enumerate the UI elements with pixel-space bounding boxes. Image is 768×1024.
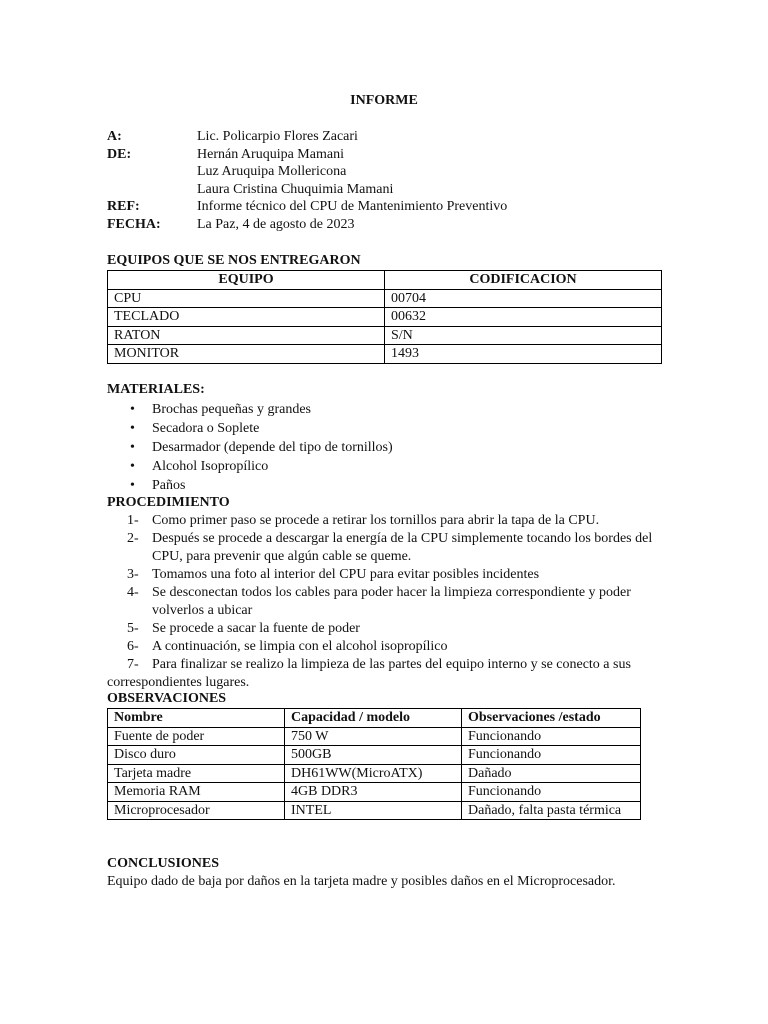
equipos-table	[107, 270, 662, 364]
table-header-cell: EQUIPO	[108, 271, 385, 290]
materiales-title: MATERIALES:	[107, 382, 205, 397]
list-item: • Desarmador (depende del tipo de tornillos)	[152, 438, 672, 457]
header-value: Lic. Policarpio Flores Zacari	[197, 129, 358, 144]
table-cell: Disco duro	[108, 746, 285, 765]
table-cell: CPU	[108, 289, 385, 308]
materiales-list	[152, 400, 672, 495]
table-row	[108, 308, 662, 327]
table-header-row	[108, 271, 662, 290]
table-header-row	[108, 709, 641, 728]
table-header-cell: Observaciones /estado	[462, 709, 641, 728]
list-item: • Secadora o Soplete	[152, 419, 672, 438]
header-label: DE:	[107, 146, 132, 162]
table-cell: Microprocesador	[108, 801, 285, 820]
list-item	[107, 584, 667, 620]
step-text: Para finalizar se realizo la limpieza de las partes del equipo interno y se conecto a sus correspondientes lugares.	[107, 657, 631, 690]
step-number: 6-	[127, 639, 139, 654]
document-title: INFORME	[350, 93, 418, 108]
table-cell: RATON	[108, 326, 385, 345]
header-row-date	[107, 216, 667, 234]
memo-header	[107, 128, 667, 233]
step-text: Como primer paso se procede a retirar los tornillos para abrir la tapa de la CPU.	[152, 513, 600, 528]
conclusiones-title: CONCLUSIONES	[107, 856, 220, 871]
table-cell: Funcionando	[462, 783, 641, 802]
list-item: • Alcohol Isopropílico	[152, 457, 672, 476]
table-row	[108, 801, 641, 820]
list-item	[107, 656, 667, 692]
table-cell: 500GB	[285, 746, 462, 765]
table-row	[108, 727, 641, 746]
header-label: REF:	[107, 199, 140, 214]
table-cell: TECLADO	[108, 308, 385, 327]
table-cell: S/N	[385, 326, 662, 345]
header-label: FECHA:	[107, 216, 161, 232]
equipos-title: EQUIPOS QUE SE NOS ENTREGARON	[107, 253, 361, 268]
procedimiento-list	[107, 512, 667, 692]
table-cell: Tarjeta madre	[108, 764, 285, 783]
step-number: 4-	[127, 585, 139, 600]
step-number: 5-	[127, 621, 139, 636]
list-item: • Brochas pequeñas y grandes	[152, 400, 672, 419]
table-header-cell: CODIFICACION	[385, 271, 662, 290]
table-cell: Dañado	[462, 764, 641, 783]
list-item	[107, 512, 667, 530]
table-header-cell: Capacidad / modelo	[285, 709, 462, 728]
header-row-ref	[107, 198, 667, 216]
table-cell: Dañado, falta pasta térmica	[462, 801, 641, 820]
header-label	[107, 163, 197, 181]
observaciones-table	[107, 708, 641, 820]
table-row	[108, 289, 662, 308]
list-item: • Paños	[152, 476, 672, 495]
table-row	[108, 764, 641, 783]
table-cell: INTEL	[285, 801, 462, 820]
table-header-cell: Nombre	[108, 709, 285, 728]
header-row-from	[107, 146, 667, 164]
header-value: Luz Aruquipa Mollericona	[197, 164, 347, 179]
table-cell: 750 W	[285, 727, 462, 746]
conclusiones-text: Equipo dado de baja por daños en la tarjeta madre y posibles daños en el Microprocesador.	[107, 874, 616, 889]
table-cell: 1493	[385, 345, 662, 364]
observaciones-title: OBSERVACIONES	[107, 691, 227, 706]
table-cell: Fuente de poder	[108, 727, 285, 746]
table-cell: Funcionando	[462, 727, 641, 746]
table-row	[108, 746, 641, 765]
table-row	[108, 783, 641, 802]
list-item	[107, 566, 667, 584]
table-cell: Memoria RAM	[108, 783, 285, 802]
header-label: A:	[107, 129, 122, 144]
header-value: Informe técnico del CPU de Mantenimiento Preventivo	[197, 199, 508, 214]
header-label	[107, 181, 197, 199]
table-cell: MONITOR	[108, 345, 385, 364]
step-number: 2-	[127, 531, 139, 546]
header-row-from-2	[107, 163, 667, 181]
step-number: 3-	[127, 567, 139, 582]
step-number: 7-	[127, 657, 139, 672]
table-cell: 00632	[385, 308, 662, 327]
list-item	[107, 638, 667, 656]
step-text: Después se procede a descargar la energía de la CPU simplemente tocando los bordes del CPU, para prevenir que algún cable se queme.	[152, 531, 653, 564]
step-text: Se desconectan todos los cables para poder hacer la limpieza correspondiente y poder volverlos a ubicar	[152, 585, 631, 618]
header-value: Hernán Aruquipa Mamani	[197, 146, 344, 162]
step-text: Se procede a sacar la fuente de poder	[152, 621, 360, 636]
table-cell: Funcionando	[462, 746, 641, 765]
table-cell: 00704	[385, 289, 662, 308]
table-cell: 4GB DDR3	[285, 783, 462, 802]
list-item	[107, 620, 667, 638]
table-row	[108, 326, 662, 345]
header-row-to	[107, 128, 667, 146]
step-text: A continuación, se limpia con el alcohol isopropílico	[152, 639, 448, 654]
list-item	[107, 530, 667, 566]
procedimiento-title: PROCEDIMIENTO	[107, 495, 230, 510]
table-cell: DH61WW(MicroATX)	[285, 764, 462, 783]
step-number: 1-	[127, 513, 139, 528]
table-row	[108, 345, 662, 364]
header-value: Laura Cristina Chuquimia Mamani	[197, 181, 394, 197]
header-row-from-3	[107, 181, 667, 199]
step-text: Tomamos una foto al interior del CPU para evitar posibles incidentes	[152, 567, 540, 582]
header-value: La Paz, 4 de agosto de 2023	[197, 216, 355, 232]
